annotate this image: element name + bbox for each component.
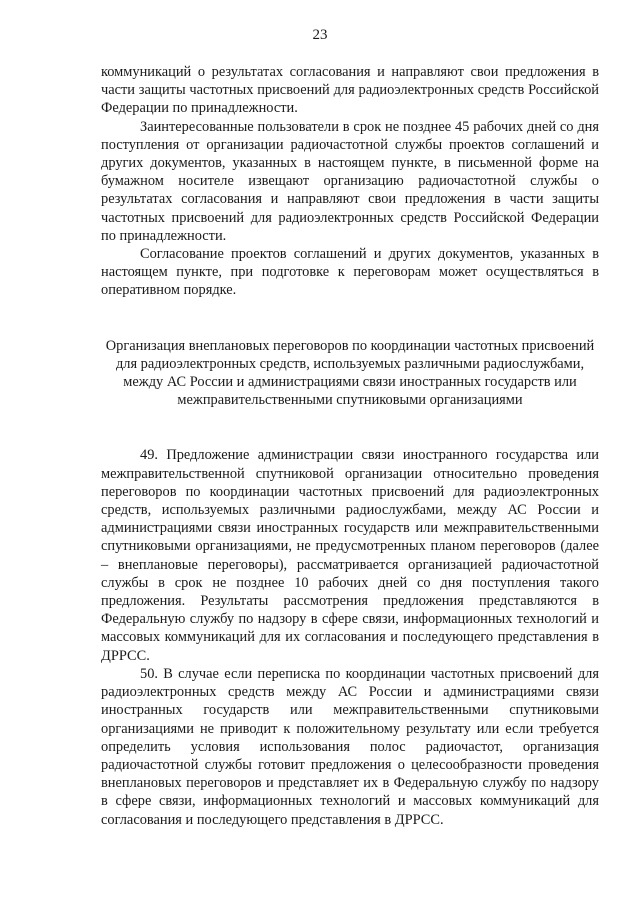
paragraph-50: 50. В случае если переписка по координации частотных присвоений для радиоэлектронных средств между АС России и администрациями связи иностранных государств или межправительственными спутниковыми организациями не приводит к положительному результату или если требуется определить условия использования полос радиочастот, организация радиочастотной службы готовит предложения о целесообразности проведения внеплановых переговоров и представляет их в Федеральную службу по надзору в сфере связи, информационных технологий и массовых коммуникаций для согласования и последующего представления в ДРРСС. <box>101 665 599 828</box>
section-heading: Организация внеплановых переговоров по координации частотных присвоений для радиоэлектронных средств, используемых различными радиослужбами, между АС России и администрациями связи иностранных государств или межправительственными спутниковыми организациями <box>105 337 595 409</box>
paragraph-interested-users: Заинтересованные пользователи в срок не позднее 45 рабочих дней со дня поступления от организации радиочастотной службы проектов соглашений и других документов, указанных в настоящем пункте, в письменной форме на бумажном носителе извещают организацию радиочастотной службы о результатах согласования и направляют свои предложения в части защиты частотных присвоений для радиоэлектронных средств Российской Федерации по принадлежности. <box>101 118 599 244</box>
paragraph-operational-approval: Согласование проектов соглашений и других документов, указанных в настоящем пункте, при подготовке к переговорам может осуществляться в оперативном порядке. <box>101 246 599 299</box>
heading-spacer <box>101 409 599 446</box>
paragraph-49: 49. Предложение администрации связи иностранного государства или межправительственной спутниковой организации относительно проведения переговоров по координации частотных присвоений для радиоэлектронных средств, используемых различными радиослужбами, между АС России и администрациями связи иностранных государств или межправительственными спутниковыми организациями, не предусмотренных планом переговоров (далее – внеплановые переговоры), рассматривается организацией радиочастотной службы в срок не позднее 10 рабочих дней со дня поступления такого предложения. Результаты рассмотрения предложения представляются в Федеральную службу по надзору в сфере связи, информационных технологий и массовых коммуникаций для их согласования и последующего представления в ДРРСС. <box>101 447 599 664</box>
document-body <box>101 63 599 829</box>
paragraph-continuation: коммуникаций о результатах согласования и направляют свои предложения в части защиты частотных присвоений для радиоэлектронных средств Российской Федерации по принадлежности. <box>101 64 599 117</box>
page-number: 23 <box>312 27 328 43</box>
